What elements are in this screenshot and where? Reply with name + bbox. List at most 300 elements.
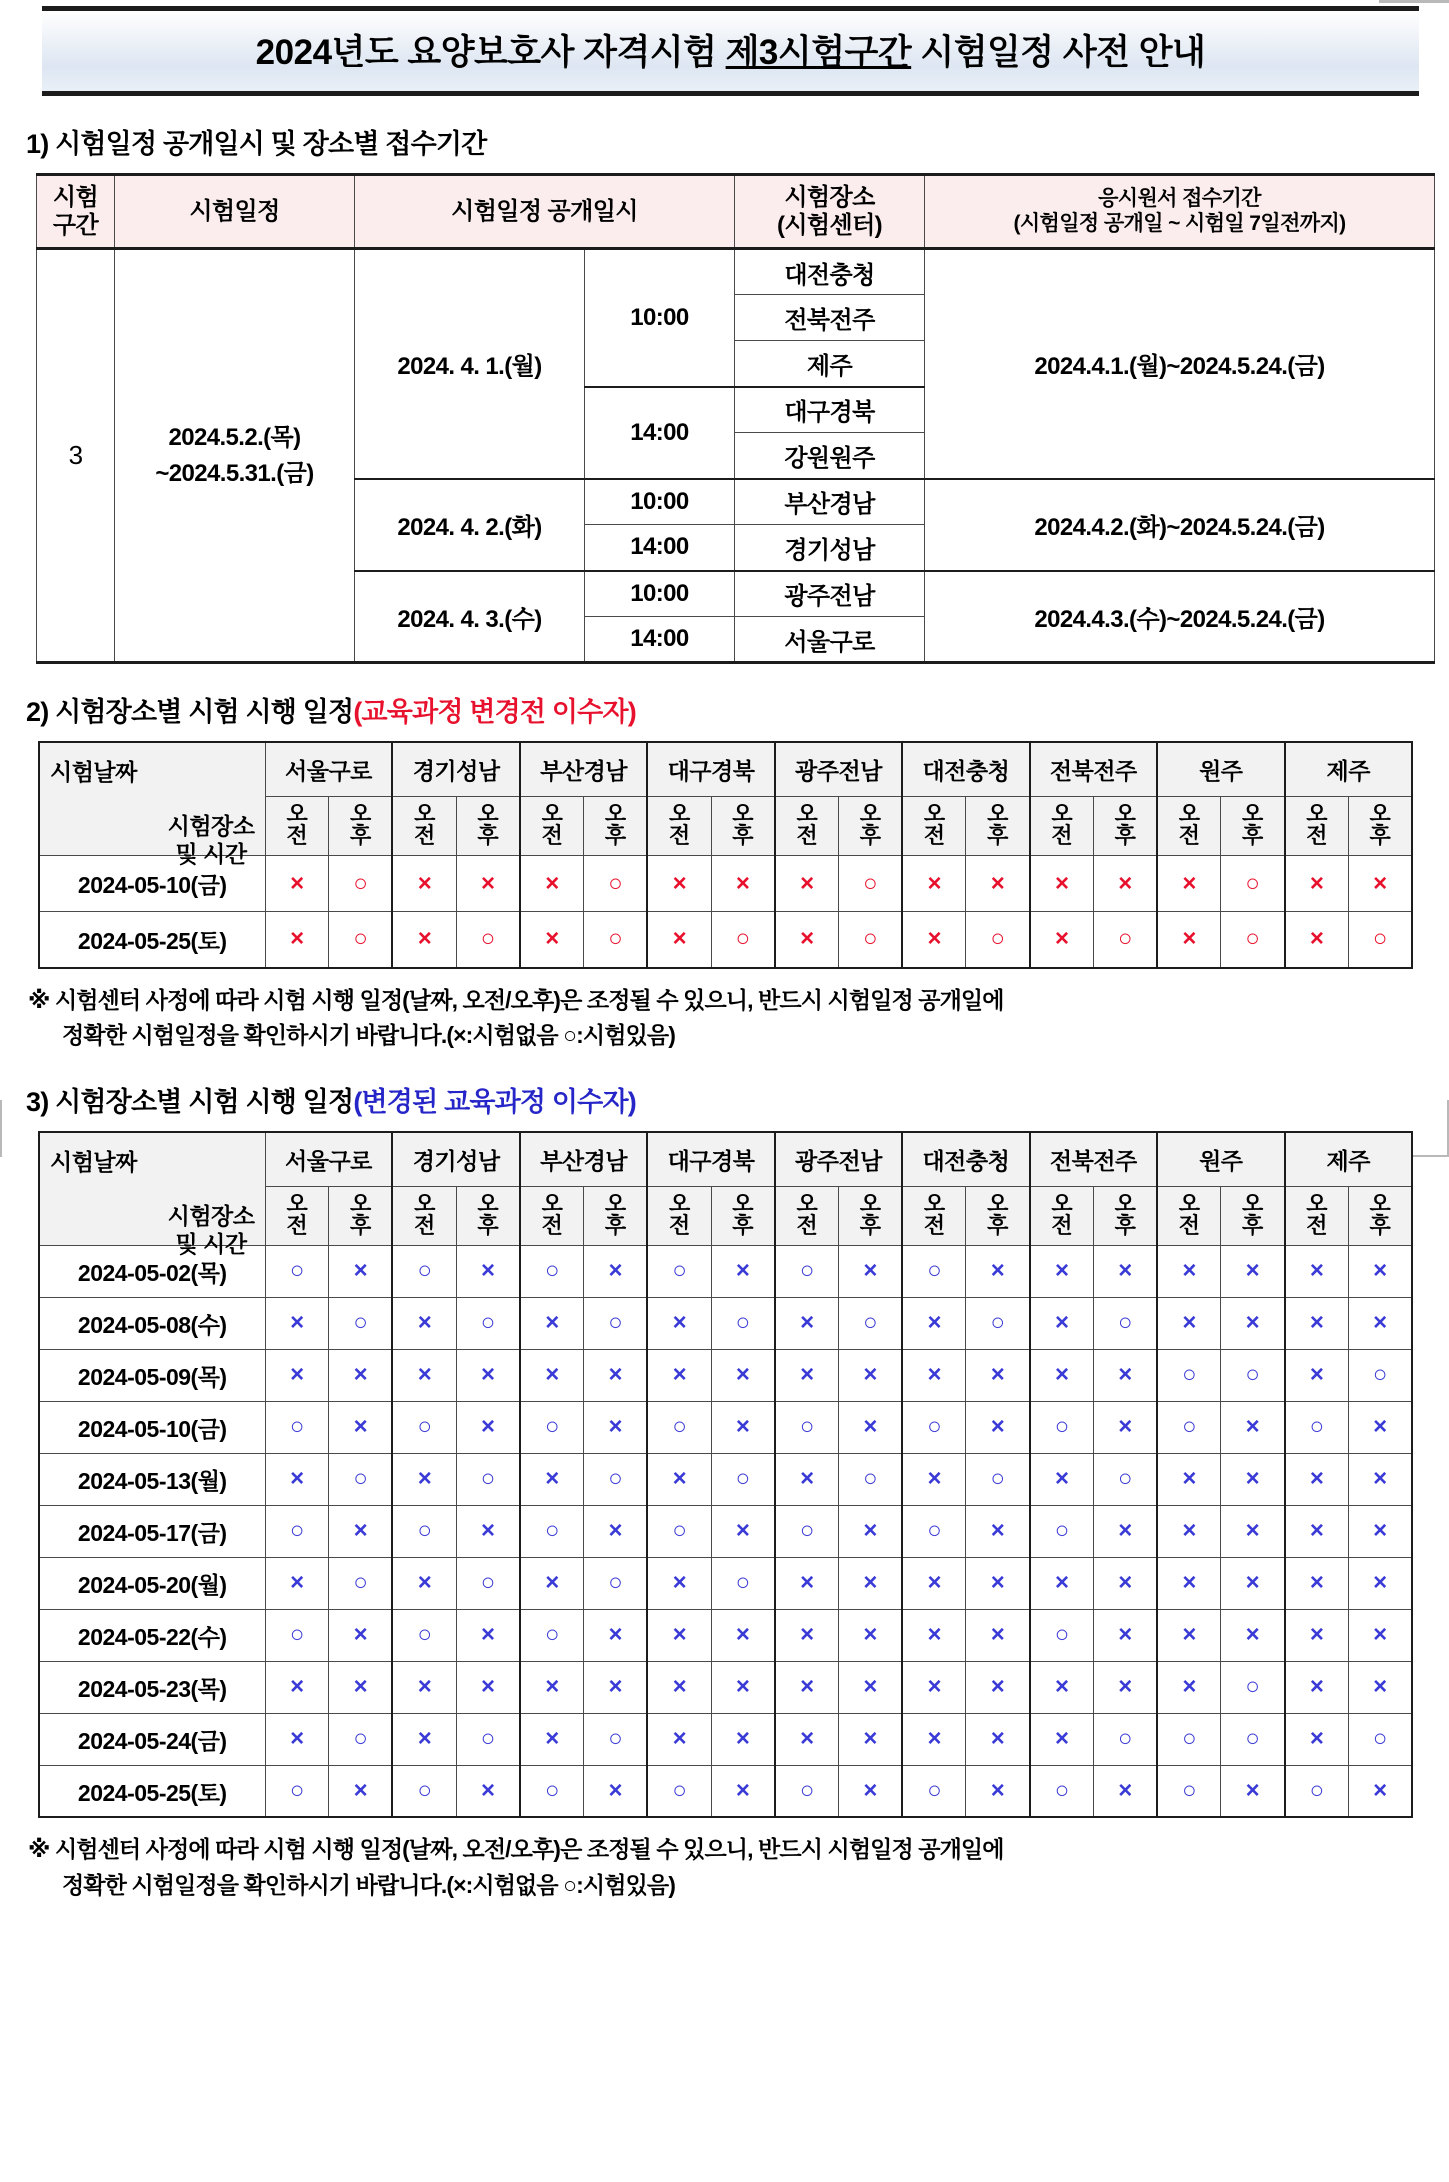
section3-heading-plain: 3) 시험장소별 시험 시행 일정 [26,1086,354,1117]
cell-exam-unavailable: × [329,1349,393,1401]
cell-place: 광주전남 [735,571,925,617]
cell-exam-available: ○ [1221,856,1285,912]
cell-exam-available: ○ [329,1297,393,1349]
cell-exam-available: ○ [711,1557,775,1609]
matrix3-corner-top-line2: 및 시간 [175,1230,247,1257]
page-title-suffix: 시험일정 사전 안내 [911,33,1206,72]
table-row [39,1505,1412,1557]
cell-exam-available: ○ [647,1245,711,1297]
cell-exam-available: ○ [775,1505,839,1557]
matrix-place-header: 제주 [1285,1132,1413,1187]
cell-exam-date: 2024-05-25(토) [39,1765,265,1817]
cell-exam-unavailable: × [966,1557,1030,1609]
cell-exam-unavailable: × [584,1765,648,1817]
matrix-ampm-header-morning: 오 전 [265,1186,329,1245]
exam-matrix-after-curriculum-change [38,1131,1413,1819]
cell-exam-unavailable: × [1093,1557,1157,1609]
matrix-place-header: 제주 [1285,742,1413,797]
cell-exam-unavailable: × [1285,1297,1349,1349]
matrix-ampm-header-morning: 오 전 [1285,1186,1349,1245]
cell-exam-unavailable: × [1285,912,1349,968]
cell-exam-unavailable: × [647,1297,711,1349]
cell-exam-unavailable: × [456,1505,520,1557]
cell-exam-unavailable: × [1030,1297,1094,1349]
cell-exam-available: ○ [456,1713,520,1765]
matrix-ampm-header-morning: 오 전 [520,1186,584,1245]
cell-exam-date: 2024-05-23(목) [39,1661,265,1713]
matrix-ampm-header-morning: 오 전 [265,797,329,856]
cell-exam-unavailable: × [1157,1557,1221,1609]
matrix-ampm-header-morning: 오 전 [392,1186,456,1245]
cell-exam-unavailable: × [1093,1505,1157,1557]
section3-note-line1: ※ 시험센터 사정에 따라 시험 시행 일정(날짜, 오전/오후)은 조정될 수 있으니, 반드시 시험일정 공개일에 [28,1836,1004,1863]
cell-exam-unavailable: × [1030,856,1094,912]
cell-exam-unavailable: × [838,1661,902,1713]
cell-exam-available: ○ [520,1609,584,1661]
cell-exam-available: ○ [647,1401,711,1453]
cell-exam-unavailable: × [456,856,520,912]
section1-heading: 1) 시험일정 공개일시 및 장소별 접수기간 [26,129,487,159]
cell-exam-unavailable: × [711,1609,775,1661]
section3-heading [26,1080,1425,1119]
matrix-ampm-header-afternoon: 오 후 [1348,797,1412,856]
cell-exam-unavailable: × [1348,1401,1412,1453]
cell-release-time: 14:00 [585,617,735,663]
cell-exam-available: ○ [966,1297,1030,1349]
matrix-ampm-header-afternoon: 오 후 [838,797,902,856]
cell-exam-unavailable: × [1093,856,1157,912]
cell-exam-unavailable: × [966,1349,1030,1401]
page-title [42,25,1419,75]
cell-exam-date: 2024-05-10(금) [39,856,265,912]
cell-exam-unavailable: × [775,856,839,912]
cell-exam-available: ○ [329,1557,393,1609]
cell-exam-available: ○ [1030,1609,1094,1661]
cell-exam-date: 2024-05-08(수) [39,1297,265,1349]
cell-exam-available: ○ [584,1453,648,1505]
cell-exam-unavailable: × [838,1765,902,1817]
cell-exam-unavailable: × [647,1609,711,1661]
table-header-row [37,175,1435,249]
matrix-ampm-header-morning: 오 전 [902,797,966,856]
section2-heading-accent: (교육과정 변경전 이수자) [353,697,636,728]
cell-release-date: 2024. 4. 3.(수) [355,571,585,663]
cell-exam-unavailable: × [1348,856,1412,912]
cell-exam-available: ○ [1093,912,1157,968]
cell-exam-unavailable: × [456,1349,520,1401]
cell-exam-available: ○ [1093,1453,1157,1505]
cell-exam-unavailable: × [838,1713,902,1765]
table-header-row-places [39,1132,1412,1187]
cell-exam-available: ○ [392,1765,456,1817]
matrix-place-header: 부산경남 [520,1132,647,1187]
cell-exam-unavailable: × [647,1713,711,1765]
cell-exam-unavailable: × [456,1661,520,1713]
cell-place: 경기성남 [735,525,925,571]
cell-exam-unavailable: × [1157,856,1221,912]
matrix-ampm-header-morning: 오 전 [902,1186,966,1245]
cell-exam-available: ○ [456,1297,520,1349]
cell-exam-available: ○ [584,1297,648,1349]
cell-exam-available: ○ [265,1609,329,1661]
cell-exam-available: ○ [1030,1401,1094,1453]
cell-exam-unavailable: × [1093,1609,1157,1661]
cell-exam-unavailable: × [775,1713,839,1765]
cell-place: 대구경북 [735,387,925,433]
cell-exam-available: ○ [1030,1505,1094,1557]
matrix-ampm-header-afternoon: 오 후 [456,1186,520,1245]
cell-exam-unavailable: × [1221,1453,1285,1505]
matrix-ampm-header-morning: 오 전 [392,797,456,856]
table-row [39,1661,1412,1713]
page-title-prefix: 2024년도 요양보호사 자격시험 [255,33,726,72]
cell-exam-unavailable: × [265,856,329,912]
cell-exam-available: ○ [775,1245,839,1297]
table-row [39,912,1412,968]
matrix3-corner-top-line1: 시험장소 [167,1202,255,1229]
matrix-place-header: 대구경북 [647,742,774,797]
matrix-place-header: 대전충청 [902,742,1029,797]
cell-exam-unavailable: × [1221,1297,1285,1349]
matrix-place-header: 서울구로 [265,742,392,797]
cell-exam-unavailable: × [711,1505,775,1557]
cell-exam-unavailable: × [711,856,775,912]
cell-exam-unavailable: × [1285,1713,1349,1765]
cell-exam-available: ○ [1285,1765,1349,1817]
cell-exam-unavailable: × [711,1661,775,1713]
cell-exam-unavailable: × [520,1453,584,1505]
cell-exam-available: ○ [1157,1765,1221,1817]
cell-exam-unavailable: × [1348,1297,1412,1349]
cell-exam-unavailable: × [966,1505,1030,1557]
cell-exam-unavailable: × [392,856,456,912]
cell-exam-available: ○ [775,1765,839,1817]
matrix-ampm-header-morning: 오 전 [647,1186,711,1245]
matrix-ampm-header-afternoon: 오 후 [584,797,648,856]
matrix-place-header: 경기성남 [392,1132,519,1187]
matrix-place-header: 전북전주 [1030,1132,1157,1187]
section2-heading [26,690,1425,729]
matrix-ampm-header-afternoon: 오 후 [1348,1186,1412,1245]
cell-exam-unavailable: × [711,1349,775,1401]
matrix-place-header: 경기성남 [392,742,519,797]
cell-exam-available: ○ [966,1453,1030,1505]
cell-exam-unavailable: × [902,1349,966,1401]
header-application-period [925,175,1435,249]
cell-release-time: 10:00 [585,249,735,387]
matrix-ampm-header-morning: 오 전 [1157,797,1221,856]
cell-exam-unavailable: × [647,912,711,968]
matrix-ampm-header-morning: 오 전 [775,797,839,856]
schedule-release-body [37,249,1435,663]
cell-exam-date: 2024-05-09(목) [39,1349,265,1401]
matrix-ampm-header-afternoon: 오 후 [584,1186,648,1245]
cell-exam-unavailable: × [1348,1661,1412,1713]
matrix2-body [39,856,1412,968]
cell-exam-unavailable: × [520,912,584,968]
section3-heading-accent: (변경된 교육과정 이수자) [353,1086,636,1117]
cell-exam-period-value: 3 [37,249,115,663]
cell-exam-unavailable: × [392,1713,456,1765]
cell-exam-available: ○ [1157,1349,1221,1401]
cell-exam-available: ○ [1030,1765,1094,1817]
matrix3-corner-bottom-label: 시험날짜 [50,1148,137,1175]
section2-note-line1: ※ 시험센터 사정에 따라 시험 시행 일정(날짜, 오전/오후)은 조정될 수 있으니, 반드시 시험일정 공개일에 [28,986,1004,1013]
cell-exam-unavailable: × [711,1765,775,1817]
cell-exam-unavailable: × [711,1713,775,1765]
cell-exam-available: ○ [775,1401,839,1453]
cell-exam-unavailable: × [1030,1661,1094,1713]
cell-exam-available: ○ [838,1297,902,1349]
cell-exam-available: ○ [520,1245,584,1297]
cell-exam-unavailable: × [647,1557,711,1609]
cell-exam-date: 2024-05-22(수) [39,1609,265,1661]
cell-exam-unavailable: × [392,1297,456,1349]
matrix-ampm-header-afternoon: 오 후 [1221,1186,1285,1245]
cell-exam-date: 2024-05-25(토) [39,912,265,968]
cell-exam-unavailable: × [329,1505,393,1557]
cell-exam-unavailable: × [1157,1505,1221,1557]
cell-exam-available: ○ [966,912,1030,968]
cell-exam-available: ○ [329,856,393,912]
cell-exam-unavailable: × [1285,1609,1349,1661]
cell-exam-available: ○ [392,1245,456,1297]
matrix-place-header: 원주 [1157,742,1284,797]
cell-exam-unavailable: × [1030,1453,1094,1505]
cell-exam-unavailable: × [1285,1453,1349,1505]
cell-exam-available: ○ [456,912,520,968]
cell-release-time: 14:00 [585,387,735,479]
table-row [39,1557,1412,1609]
cell-exam-unavailable: × [392,1661,456,1713]
cell-exam-unavailable: × [902,1297,966,1349]
matrix-ampm-header-afternoon: 오 후 [966,797,1030,856]
cell-exam-unavailable: × [392,1557,456,1609]
cell-exam-unavailable: × [775,1349,839,1401]
cell-exam-unavailable: × [966,1401,1030,1453]
matrix2-corner-top-line2: 및 시간 [175,840,247,867]
cell-exam-unavailable: × [1093,1349,1157,1401]
cell-release-date: 2024. 4. 1.(월) [355,249,585,479]
matrix2-corner-top-line1: 시험장소 [167,813,255,840]
exam-schedule-start: 2024.5.2.(목) [168,423,301,451]
cell-exam-unavailable: × [966,856,1030,912]
cell-exam-available: ○ [1093,1297,1157,1349]
cell-exam-unavailable: × [1030,1245,1094,1297]
cell-exam-available: ○ [838,1453,902,1505]
cell-release-time: 14:00 [585,525,735,571]
matrix-ampm-header-morning: 오 전 [647,797,711,856]
header-exam-schedule: 시험일정 [115,175,355,249]
cell-exam-available: ○ [1348,1349,1412,1401]
matrix-ampm-header-morning: 오 전 [1030,1186,1094,1245]
cell-exam-unavailable: × [775,912,839,968]
cell-exam-available: ○ [265,1505,329,1557]
cell-exam-available: ○ [265,1401,329,1453]
matrix3-corner-header [39,1132,265,1257]
table-row [37,249,1435,295]
cell-exam-unavailable: × [1030,1713,1094,1765]
cell-exam-unavailable: × [902,1609,966,1661]
matrix-place-header: 전북전주 [1030,742,1157,797]
cell-exam-unavailable: × [1348,1557,1412,1609]
matrix-place-header: 부산경남 [520,742,647,797]
cell-exam-available: ○ [520,1765,584,1817]
cell-exam-unavailable: × [647,1349,711,1401]
matrix-ampm-header-afternoon: 오 후 [711,797,775,856]
cell-exam-unavailable: × [584,1505,648,1557]
matrix-ampm-header-afternoon: 오 후 [966,1186,1030,1245]
cell-exam-available: ○ [647,1765,711,1817]
header-application-period-line1: 응시원서 접수기간 [1098,187,1261,211]
cell-release-time: 10:00 [585,479,735,525]
cell-exam-unavailable: × [838,1557,902,1609]
cell-exam-unavailable: × [1221,1557,1285,1609]
cell-exam-unavailable: × [775,1453,839,1505]
title-rule-bottom [42,91,1419,96]
cell-exam-unavailable: × [775,1609,839,1661]
page-title-underlined: 제3시험구간 [725,33,912,72]
title-banner [24,0,1425,96]
table-row [39,1401,1412,1453]
title-band [42,11,1419,91]
cell-exam-unavailable: × [902,856,966,912]
cell-exam-available: ○ [584,856,648,912]
exam-matrix-before-curriculum-change [38,741,1413,969]
cell-exam-unavailable: × [1221,1245,1285,1297]
cell-exam-unavailable: × [265,912,329,968]
cell-exam-unavailable: × [265,1297,329,1349]
cell-exam-available: ○ [329,1453,393,1505]
cell-exam-unavailable: × [966,1765,1030,1817]
cell-exam-unavailable: × [711,1401,775,1453]
cell-exam-unavailable: × [265,1557,329,1609]
section2-note [28,983,1425,1054]
cell-exam-unavailable: × [966,1609,1030,1661]
cell-exam-unavailable: × [1348,1505,1412,1557]
matrix-place-header: 광주전남 [775,1132,902,1187]
cell-exam-unavailable: × [1030,1557,1094,1609]
cell-exam-available: ○ [456,1557,520,1609]
cell-exam-unavailable: × [329,1609,393,1661]
cell-exam-unavailable: × [1093,1245,1157,1297]
cell-place: 부산경남 [735,479,925,525]
cell-exam-unavailable: × [584,1609,648,1661]
cell-exam-unavailable: × [966,1245,1030,1297]
cell-exam-unavailable: × [775,1297,839,1349]
cell-exam-unavailable: × [902,1661,966,1713]
cell-exam-unavailable: × [838,1245,902,1297]
header-release-datetime: 시험일정 공개일시 [355,175,735,249]
cell-exam-unavailable: × [647,1453,711,1505]
cell-exam-available: ○ [1157,1401,1221,1453]
header-exam-period [37,175,115,249]
cell-exam-unavailable: × [520,1713,584,1765]
cell-exam-available: ○ [711,1453,775,1505]
cell-exam-date: 2024-05-13(월) [39,1453,265,1505]
cell-exam-unavailable: × [1348,1245,1412,1297]
cell-exam-unavailable: × [329,1765,393,1817]
section2-heading-plain: 2) 시험장소별 시험 시행 일정 [26,697,354,728]
cell-exam-unavailable: × [1221,1765,1285,1817]
cell-exam-unavailable: × [392,1453,456,1505]
cell-exam-available: ○ [1348,912,1412,968]
matrix-ampm-header-afternoon: 오 후 [329,1186,393,1245]
cell-exam-unavailable: × [392,1349,456,1401]
matrix2-corner-top-label [168,813,255,868]
cell-exam-unavailable: × [838,1609,902,1661]
cell-exam-unavailable: × [1157,1297,1221,1349]
section3-note-line2: 정확한 시험일정을 확인하시기 바랍니다.(×:시험없음 ○:시험있음) [62,1872,675,1899]
matrix-ampm-header-afternoon: 오 후 [1093,797,1157,856]
matrix-ampm-header-afternoon: 오 후 [711,1186,775,1245]
cell-exam-unavailable: × [1285,1349,1349,1401]
cell-release-date: 2024. 4. 2.(화) [355,479,585,571]
cell-exam-available: ○ [329,1713,393,1765]
cell-place: 서울구로 [735,617,925,663]
cell-exam-available: ○ [711,1297,775,1349]
cell-exam-unavailable: × [329,1401,393,1453]
cell-exam-unavailable: × [647,1661,711,1713]
cell-exam-unavailable: × [902,1557,966,1609]
cell-exam-date: 2024-05-17(금) [39,1505,265,1557]
cell-exam-unavailable: × [329,1661,393,1713]
cell-exam-unavailable: × [520,856,584,912]
cell-exam-available: ○ [647,1505,711,1557]
cell-exam-unavailable: × [1093,1765,1157,1817]
header-exam-place-line1: 시험장소 [784,184,875,211]
cell-exam-available: ○ [1221,1349,1285,1401]
cell-exam-unavailable: × [456,1401,520,1453]
matrix-ampm-header-morning: 오 전 [775,1186,839,1245]
header-exam-period-line2: 구간 [52,211,99,239]
cell-exam-unavailable: × [520,1349,584,1401]
matrix-ampm-header-morning: 오 전 [520,797,584,856]
header-exam-place-line2: (시험센터) [776,211,883,239]
cell-exam-available: ○ [329,912,393,968]
cell-exam-unavailable: × [966,1661,1030,1713]
cell-exam-available: ○ [520,1401,584,1453]
schedule-release-table [36,173,1435,664]
cell-exam-available: ○ [392,1401,456,1453]
cell-application-range: 2024.4.1.(월)~2024.5.24.(금) [925,249,1435,479]
cell-exam-available: ○ [711,912,775,968]
cell-exam-unavailable: × [1221,1505,1285,1557]
cell-exam-unavailable: × [838,1505,902,1557]
matrix2-header [39,742,1412,867]
table-row [39,1609,1412,1661]
matrix-ampm-header-afternoon: 오 후 [329,797,393,856]
section2-note-line2: 정확한 시험일정을 확인하시기 바랍니다.(×:시험없음 ○:시험있음) [62,1022,675,1049]
matrix-place-header: 광주전남 [775,742,902,797]
cell-exam-available: ○ [902,1765,966,1817]
cell-place: 전북전주 [735,295,925,341]
cell-exam-unavailable: × [1348,1453,1412,1505]
cell-release-time: 10:00 [585,571,735,617]
cell-exam-date: 2024-05-24(금) [39,1713,265,1765]
cell-exam-available: ○ [902,1401,966,1453]
cell-exam-available: ○ [392,1609,456,1661]
matrix-ampm-header-morning: 오 전 [1285,797,1349,856]
cell-exam-available: ○ [838,856,902,912]
matrix-ampm-header-afternoon: 오 후 [1221,797,1285,856]
cell-exam-unavailable: × [584,1661,648,1713]
cell-exam-available: ○ [265,1765,329,1817]
matrix3-corner-top-label [168,1203,255,1258]
cell-exam-available: ○ [520,1505,584,1557]
exam-schedule-end: ~2024.5.31.(금) [155,459,314,487]
cell-exam-unavailable: × [966,1713,1030,1765]
